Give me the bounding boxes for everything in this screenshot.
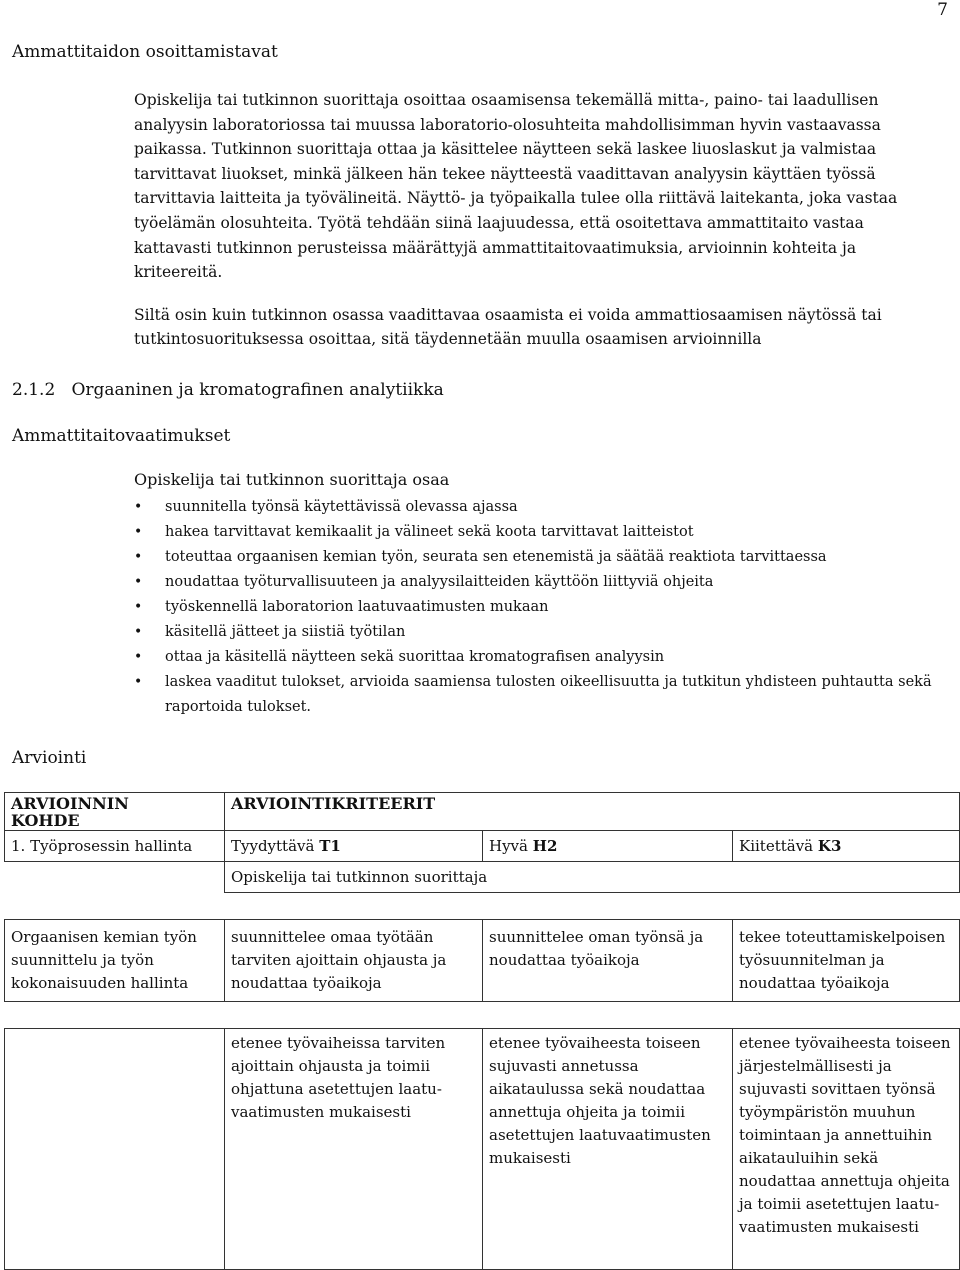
demonstration-paragraph: Opiskelija tai tutkinnon suorittaja osoittaa osaamisensa tekemällä mitta-, paino- tai laadullisen analyysin laboratoriossa tai muussa laboratorio-olosuhteita mahdollisimman hyvin vastaavassa paikassa. Tutkinnon suorittaja ottaa ja käsittelee näytteen sekä laskee liuoslaskut ja valmistaa tarvittavat liuokset, minkä jälkeen hän tekee näytteestä vaadittavan analyysin käyttäen työssä tarvittavia laitteita ja työvälineitä. Näyttö- ja työpaikalla tulee olla riittävä laitekanta, joka vastaa työelämän olosuhteita. Työtä tehdään siinä laajuudessa, että osoitettava ammattitaito vastaa kattavasti tutkinnon perusteissa määrättyjä ammattitaitovaatimuksia, arvioinnin kohteita ja kriteereitä. <box>134 91 898 282</box>
evaluation-title: Arviointi <box>12 748 87 768</box>
list-item <box>134 495 934 520</box>
list-item-text: toteuttaa orgaanisen kemian työn, seurata sen etenemistä ja säätää reaktiota tarvittaessa <box>165 549 827 565</box>
list-item <box>134 645 934 670</box>
list-item <box>134 570 934 595</box>
requirements-list <box>134 495 934 720</box>
performer-label: Opiskelija tai tutkinnon suorittaja <box>225 862 960 893</box>
bullet-icon: • <box>134 624 143 640</box>
list-item-text: käsitellä jätteet ja siistiä työtilan <box>165 624 406 640</box>
demonstration-paragraph: Siltä osin kuin tutkinnon osassa vaadittavaa osaamista ei voida ammattiosaamisen näytössä tai tutkintosuorituksessa osoittaa, sitä täydennetään muulla osaamisen arvioinnilla <box>134 305 882 349</box>
list-item-text: suunnitella työnsä käytettävissä olevassa ajassa <box>165 499 518 515</box>
list-item <box>134 620 934 645</box>
list-item-text: työskennellä laboratorion laatuvaatimusten mukaan <box>165 599 549 615</box>
list-item-text: laskea vaaditut tulokset, arvioida saamiensa tulosten oikeellisuutta ja tutkitun yhdisteen puhtautta sekä raportoida tulokset. <box>165 674 932 715</box>
list-item <box>134 595 934 620</box>
level-h2 <box>483 831 733 862</box>
target-header-line: KOHDE <box>11 811 80 830</box>
level-code: H2 <box>532 837 558 855</box>
list-item-text: ottaa ja käsitellä näytteen sekä suorittaa kromatografisen analyysin <box>165 649 665 665</box>
level-name: Kiitettävä <box>739 837 814 855</box>
criteria-column-header: ARVIOINTIKRITEERIT <box>225 793 960 831</box>
table-header-row <box>5 793 960 831</box>
spacer-row <box>5 893 960 920</box>
list-item-text: noudattaa työturvallisuuteen ja analyysilaitteiden käyttöön liittyviä ohjeita <box>165 574 714 590</box>
section-title: Ammattitaidon osoittamistavat <box>12 42 278 62</box>
level-code: K3 <box>817 837 842 855</box>
list-item <box>134 545 934 570</box>
spacer-cell <box>5 1002 960 1029</box>
bullet-icon: • <box>134 549 143 565</box>
t1-cell: etenee työvaiheissa tarviten ajoittain ohjausta ja toimii ohjattuna asetettujen laatu-vaatimusten mukaisesti <box>225 1029 483 1270</box>
bullet-icon: • <box>134 574 143 590</box>
area-label: 1. Työprosessin hallinta <box>5 831 225 862</box>
level-name: Hyvä <box>489 837 528 855</box>
list-item-text: hakea tarvittavat kemikaalit ja välineet sekä koota tarvittavat laitteistot <box>165 524 694 540</box>
target-cell <box>5 1029 225 1270</box>
subsection-title: 2.1.2 Orgaaninen ja kromatografinen analytiikka <box>12 380 444 400</box>
table-row <box>5 1029 960 1270</box>
list-item <box>134 670 934 720</box>
target-header-line: ARVIOINNIN <box>11 794 129 813</box>
page-number: 7 <box>937 0 948 20</box>
t1-cell: suunnittelee omaa työtään tarviten ajoittain ohjausta ja noudattaa työaikoja <box>225 920 483 1002</box>
h2-cell: etenee työvaiheesta toiseen sujuvasti annetussa aikataulussa sekä noudattaa annettuja ohjeita ja toimii asetettujen laatuvaatimusten mukaisesti <box>483 1029 733 1270</box>
demonstration-text <box>134 88 934 352</box>
spacer-cell <box>5 893 960 920</box>
level-k3 <box>733 831 960 862</box>
k3-cell: tekee toteuttamiskelpoisen työsuunnitelman ja noudattaa työaikoja <box>733 920 960 1002</box>
bullet-icon: • <box>134 674 143 690</box>
bullet-icon: • <box>134 649 143 665</box>
bullet-icon: • <box>134 524 143 540</box>
target-column-header <box>5 793 225 831</box>
requirements-block <box>134 470 934 720</box>
table-row <box>5 920 960 1002</box>
level-code: T1 <box>319 837 341 855</box>
requirements-title: Ammattitaitovaatimukset <box>12 426 231 446</box>
bullet-icon: • <box>134 599 143 615</box>
empty-cell <box>5 862 225 893</box>
list-item <box>134 520 934 545</box>
level-name: Tyydyttävä <box>231 837 315 855</box>
target-cell: Orgaanisen kemian työn suunnittelu ja työn kokonaisuuden hallinta <box>5 920 225 1002</box>
spacer-row <box>5 1002 960 1029</box>
requirements-lead: Opiskelija tai tutkinnon suorittaja osaa <box>134 470 450 489</box>
h2-cell: suunnittelee oman työnsä ja noudattaa työaikoja <box>483 920 733 1002</box>
performer-row <box>5 862 960 893</box>
level-row <box>5 831 960 862</box>
level-t1 <box>225 831 483 862</box>
evaluation-table <box>4 792 960 1270</box>
k3-cell: etenee työvaiheesta toiseen järjestelmällisesti ja sujuvasti sovittaen työnsä työympäristön muuhun toimintaan ja annettuihin aikatauluihin sekä noudattaa annettuja ohjeita ja toimii asetettujen laatu-vaatimusten mukaisesti <box>733 1029 960 1270</box>
bullet-icon: • <box>134 499 143 515</box>
